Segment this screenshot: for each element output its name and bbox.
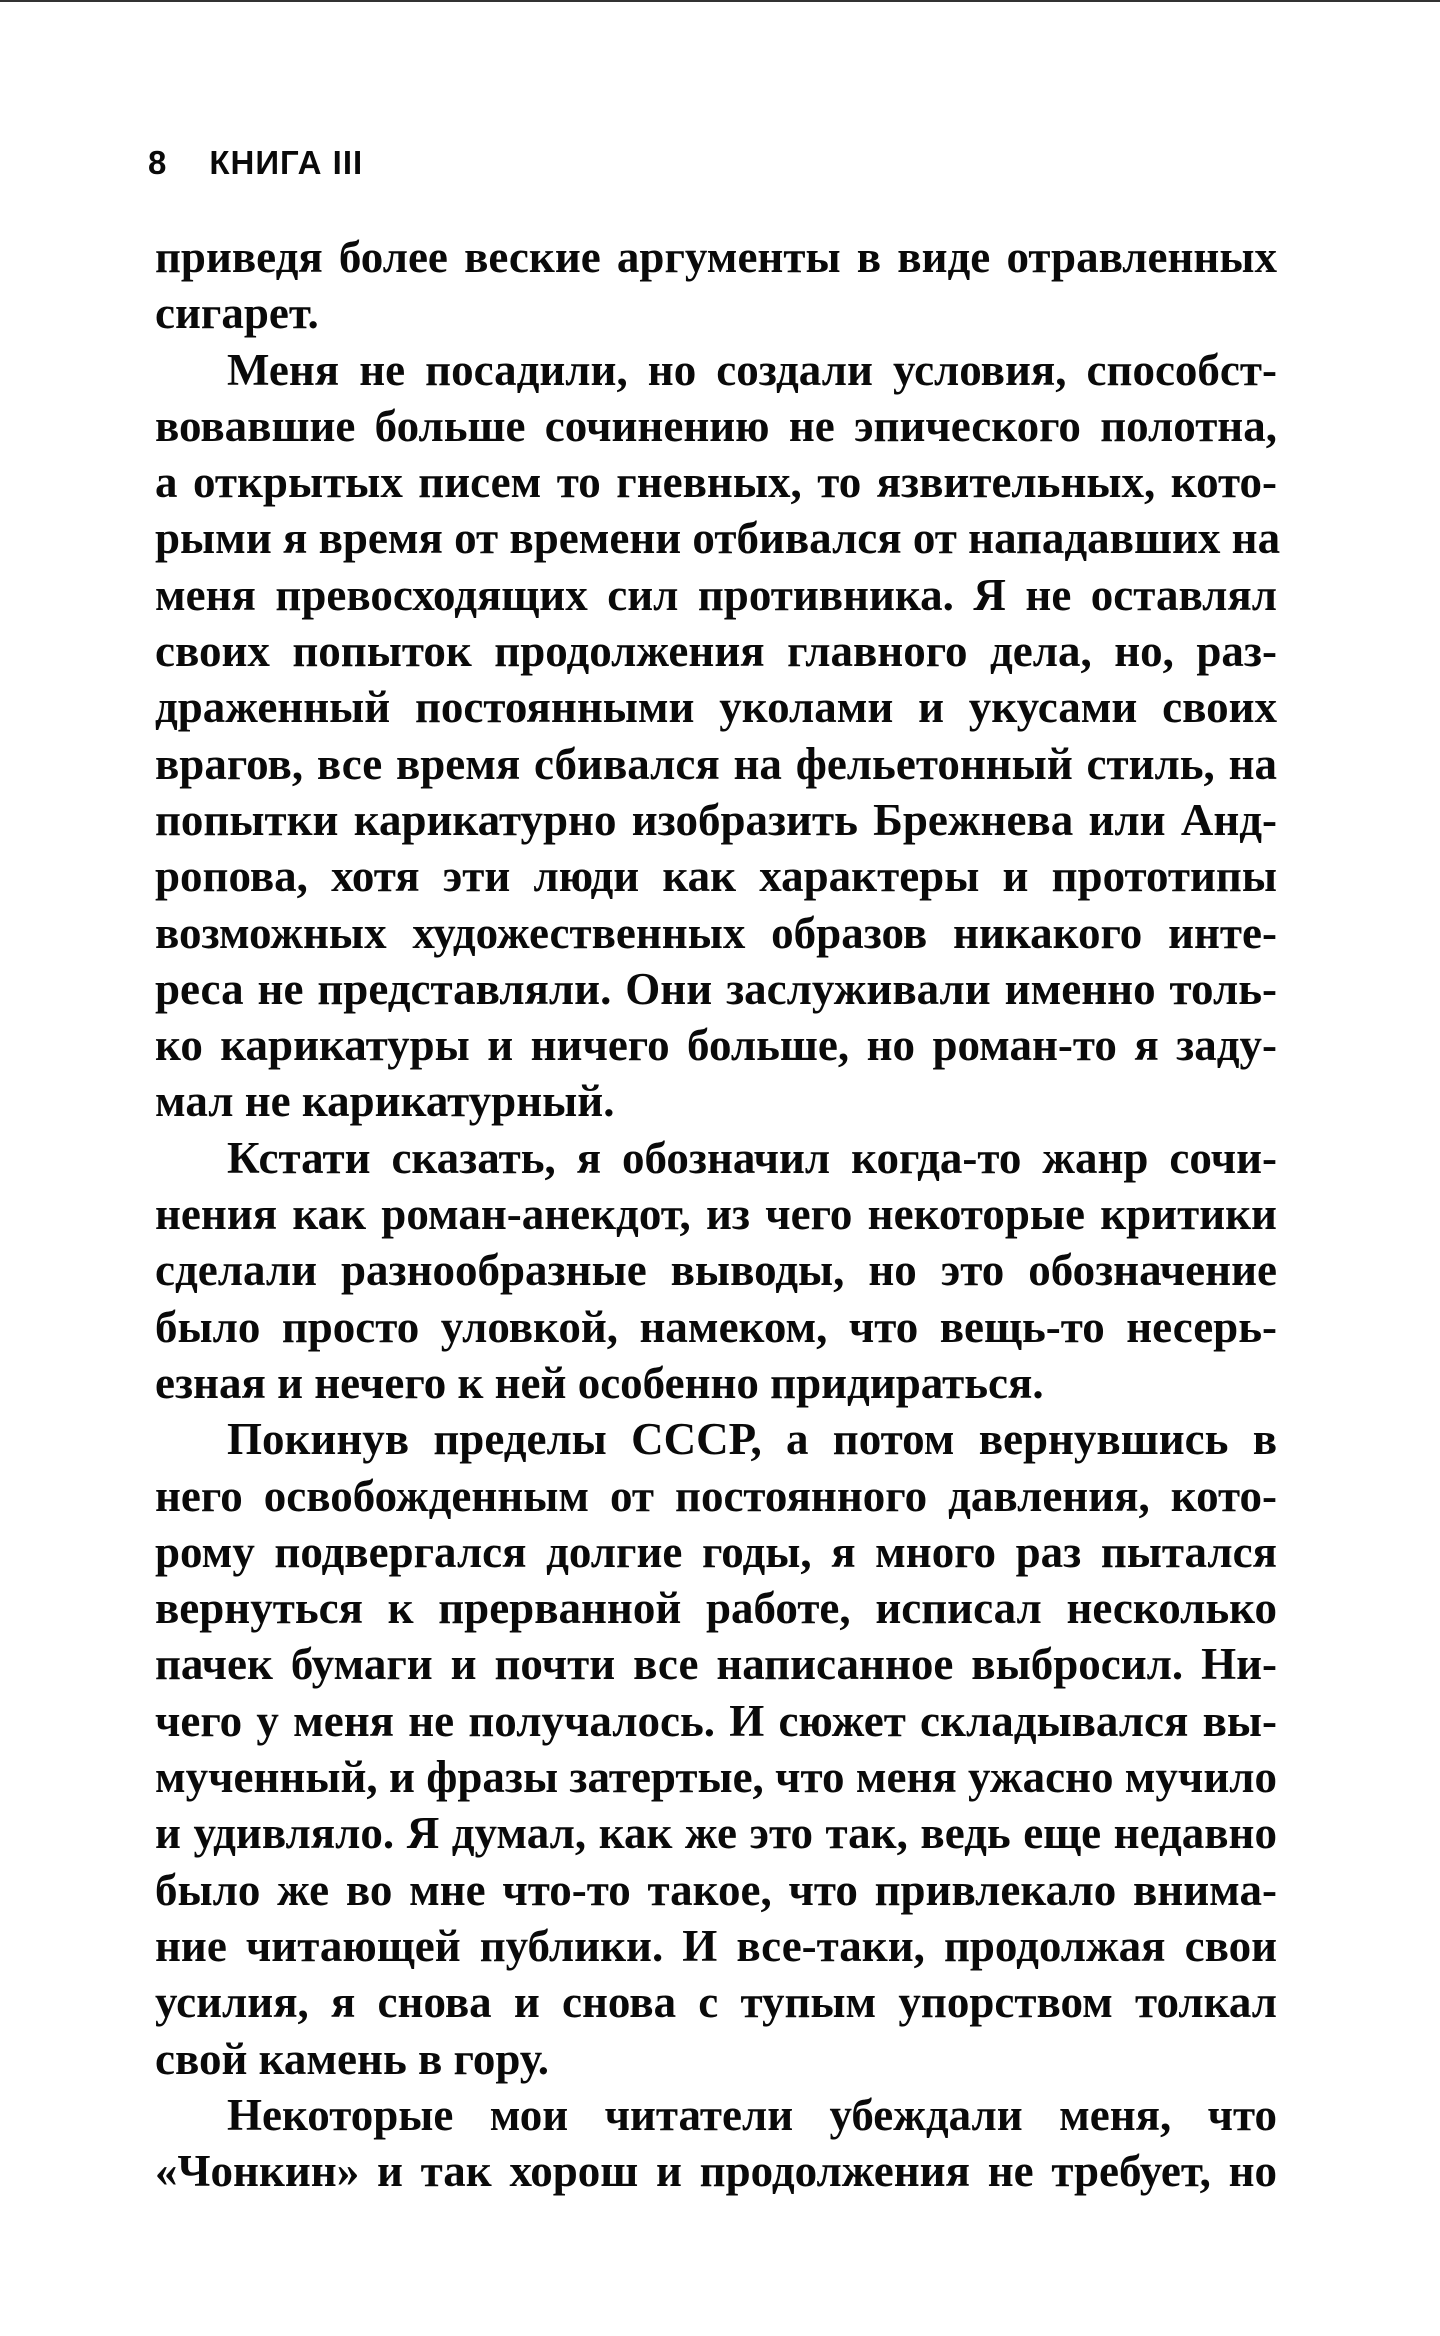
text-line: чего у меня не получалось. И сюжет складывался вы- — [155, 1695, 1277, 1746]
text-line: Кстати сказать, я обозначил когда-то жанр сочи- — [227, 1132, 1277, 1183]
page-number: 8 — [148, 144, 168, 181]
text-line: приведя более веские аргументы в виде отравленных — [155, 232, 1277, 282]
text-line: сигарет. — [155, 288, 319, 339]
text-line: драженный постоянными уколами и укусами своих — [155, 682, 1277, 733]
paragraph — [155, 1411, 1277, 2087]
text-line: меня превосходящих сил противника. Я не оставлял — [155, 569, 1277, 620]
book-title: КНИГА III — [209, 144, 364, 181]
text-line: возможных художественных образов никакого инте- — [155, 907, 1277, 958]
text-line: а открытых писем то гневных, то язвительных, кото- — [155, 457, 1277, 508]
text-line: ропова, хотя эти люди как характеры и прототипы — [155, 851, 1277, 902]
text-line: было просто уловкой, намеком, что вещь-то несерь- — [155, 1301, 1277, 1352]
text-line: пачек бумаги и почти все написанное выбросил. Ни- — [155, 1639, 1277, 1690]
text-line: ко карикатуры и ничего больше, но роман-то я заду- — [155, 1020, 1277, 1071]
text-line: рыми я время от времени отбивался от нападавших на — [155, 513, 1281, 564]
text-line: сделали разнообразные выводы, но это обозначение — [155, 1245, 1277, 1296]
text-line: вовавшие больше сочинению не эпического полотна, — [155, 400, 1277, 451]
text-line: и удивляло. Я думал, как же это так, ведь еще недавно — [155, 1808, 1277, 1859]
paragraph — [155, 2087, 1277, 2200]
paragraph — [155, 229, 1277, 342]
paragraph — [155, 1130, 1277, 1411]
text-line: вернуться к прерванной работе, исписал несколько — [155, 1583, 1277, 1634]
text-line: попытки карикатурно изобразить Брежнева или Анд- — [155, 794, 1277, 845]
text-line: Покинув пределы СССР, а потом вернувшись в — [227, 1414, 1277, 1465]
running-head — [148, 143, 363, 183]
page-top-edge — [0, 0, 1440, 2]
text-line: Меня не посадили, но создали условия, способст- — [227, 344, 1277, 395]
text-line: усилия, я снова и снова с тупым упорством толкал — [155, 1977, 1277, 2028]
text-line: было же во мне что-то такое, что привлекало внима- — [155, 1864, 1277, 1915]
text-line: врагов, все время сбивался на фельетонный стиль, на — [155, 738, 1277, 789]
text-line: него освобожденным от постоянного давления, кото- — [155, 1470, 1277, 1521]
text-line: мал не карикатурный. — [155, 1076, 615, 1127]
text-line: свой камень в гору. — [155, 2033, 550, 2084]
text-line: реса не представляли. Они заслуживали именно толь- — [155, 963, 1277, 1014]
text-line: своих попыток продолжения главного дела, но, раз- — [155, 626, 1277, 677]
text-line: ние читающей публики. И все-таки, продолжая свои — [155, 1920, 1277, 1971]
text-line: рому подвергался долгие годы, я много раз пытался — [155, 1526, 1277, 1577]
body-text — [155, 229, 1281, 2199]
text-line: «Чонкин» и так хорош и продолжения не требует, но — [155, 2146, 1277, 2197]
text-line: нения как роман-анекдот, из чего некоторые критики — [155, 1189, 1277, 1240]
paragraph — [155, 342, 1281, 1130]
text-line: езная и нечего к ней особенно придираться. — [155, 1357, 1044, 1408]
text-line: Некоторые мои читатели убеждали меня, что — [227, 2089, 1277, 2140]
text-line: мученный, и фразы затертые, что меня ужасно мучило — [155, 1752, 1277, 1803]
